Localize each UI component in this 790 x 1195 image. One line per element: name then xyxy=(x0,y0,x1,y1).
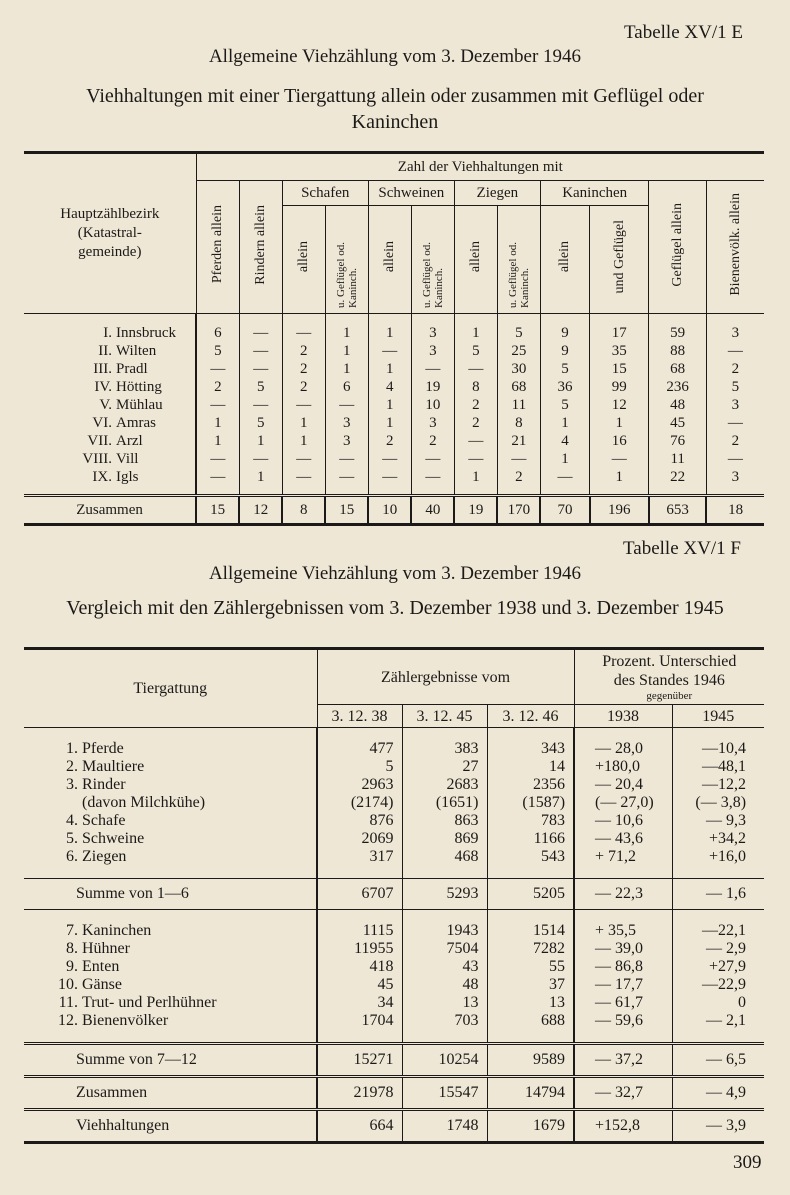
stub-header: Tiergattung xyxy=(24,649,317,728)
table-row xyxy=(24,1077,764,1110)
table-cell: 8 xyxy=(497,414,540,432)
table-cell: — 61,7 xyxy=(574,994,672,1012)
table-cell: — xyxy=(706,450,764,468)
total-cell: 12 xyxy=(239,496,282,525)
subgroup-header: Ziegen xyxy=(454,181,540,206)
total-cell: 15 xyxy=(196,496,239,525)
table-cell: 1679 xyxy=(487,1110,574,1143)
table-row xyxy=(24,432,764,450)
table-row xyxy=(24,758,764,776)
table-row xyxy=(24,1110,764,1143)
table-cell: 99 xyxy=(590,378,649,396)
table-cell: 34 xyxy=(317,994,402,1012)
table-cell: +152,8 xyxy=(574,1110,672,1143)
table-cell: — xyxy=(239,314,282,343)
table-cell: 88 xyxy=(649,342,706,360)
table-cell: — 22,3 xyxy=(574,879,672,910)
table-cell: 383 xyxy=(402,740,487,758)
table-cell: 418 xyxy=(317,958,402,976)
table-cell: 1 xyxy=(368,396,411,414)
table-cell: — 37,2 xyxy=(574,1044,672,1077)
table-cell: 3 xyxy=(706,314,764,343)
table-cell: 68 xyxy=(497,378,540,396)
table-cell: 543 xyxy=(487,848,574,866)
table-cell: 16 xyxy=(590,432,649,450)
table-cell: 13 xyxy=(487,994,574,1012)
table-cell: — 86,8 xyxy=(574,958,672,976)
table-row xyxy=(24,922,764,940)
animal-type: 1. Pferde xyxy=(66,740,124,757)
animal-type: 8. Hühner xyxy=(66,940,130,957)
spacer-row xyxy=(24,866,764,879)
column-header: 1938 xyxy=(574,705,672,728)
column-header: 3. 12. 38 xyxy=(317,705,402,728)
total-cell: 15 xyxy=(325,496,368,525)
table-cell: 45 xyxy=(317,976,402,994)
table-cell: 6 xyxy=(325,378,368,396)
table-cell: 15271 xyxy=(317,1044,402,1077)
table-cell: 11 xyxy=(649,450,706,468)
table-cell: 10254 xyxy=(402,1044,487,1077)
table-cell: 1704 xyxy=(317,1012,402,1030)
table-cell: 15547 xyxy=(402,1077,487,1110)
table-cell: — xyxy=(454,450,497,468)
table-cell: — xyxy=(239,360,282,378)
animal-type: (davon Milchkühe) xyxy=(82,794,206,811)
table-cell: 1 xyxy=(368,360,411,378)
animal-type: Summe von 7—12 xyxy=(24,1044,317,1077)
table-cell: 1 xyxy=(454,314,497,343)
column-header: 1945 xyxy=(672,705,764,728)
table-row xyxy=(24,994,764,1012)
table-cell: 1 xyxy=(590,414,649,432)
table-cell: — xyxy=(282,450,325,468)
table-cell: — xyxy=(454,360,497,378)
table-cell: 5 xyxy=(317,758,402,776)
table-cell: 1748 xyxy=(402,1110,487,1143)
table-title: Allgemeine Viehzählung vom 3. Dezember 1946 xyxy=(208,46,582,67)
animal-type: Zusammen xyxy=(24,1077,317,1110)
spacer-row xyxy=(24,1030,764,1044)
table-cell: +34,2 xyxy=(672,830,764,848)
total-cell: 170 xyxy=(497,496,540,525)
table-cell: 25 xyxy=(497,342,540,360)
table-cell: 7282 xyxy=(487,940,574,958)
table-cell: 3 xyxy=(411,414,454,432)
column-header: Geflügel allein xyxy=(649,181,706,314)
table-cell: 11955 xyxy=(317,940,402,958)
column-header: u. Geflügel od. Kaninch. xyxy=(325,206,368,314)
table-cell: 9589 xyxy=(487,1044,574,1077)
table-cell: 1 xyxy=(590,468,649,496)
table-row xyxy=(24,976,764,994)
table-cell: —12,2 xyxy=(672,776,764,794)
column-header: Pferden allein xyxy=(196,181,239,314)
district-name: I. Innsbruck xyxy=(103,325,176,341)
table-cell: 1 xyxy=(239,432,282,450)
column-header: u. Geflügel od. Kaninch. xyxy=(411,206,454,314)
comparison-table xyxy=(24,647,764,1144)
table-row xyxy=(24,1044,764,1077)
table-cell: —22,1 xyxy=(672,922,764,940)
animal-type: 10. Gänse xyxy=(58,976,122,993)
district-name: V. Mühlau xyxy=(99,397,163,413)
page-number: 309 xyxy=(733,1152,762,1173)
table-cell: 2356 xyxy=(487,776,574,794)
table-row xyxy=(24,450,764,468)
table-cell: 869 xyxy=(402,830,487,848)
table-subtitle: Viehhaltungen mit einer Tiergattung allein oder zusammen mit Geflügel oder xyxy=(86,85,704,107)
table-cell: — xyxy=(196,450,239,468)
table-cell: — xyxy=(454,432,497,450)
table-number: Tabelle XV/1 E xyxy=(624,22,743,43)
district-name: VI. Amras xyxy=(92,415,156,431)
subgroup-header: Schweinen xyxy=(368,181,454,206)
table-cell: — xyxy=(196,468,239,496)
table-cell: 2963 xyxy=(317,776,402,794)
table-cell: 2683 xyxy=(402,776,487,794)
table-cell: 5 xyxy=(540,396,589,414)
table-cell: 3 xyxy=(411,314,454,343)
table-cell: — xyxy=(368,450,411,468)
total-cell: 40 xyxy=(411,496,454,525)
table-cell: 236 xyxy=(649,378,706,396)
table-cell: (1587) xyxy=(487,794,574,812)
table-cell: 2 xyxy=(196,378,239,396)
table-cell: 5 xyxy=(540,360,589,378)
table-cell: 2 xyxy=(454,414,497,432)
table-cell: 36 xyxy=(540,378,589,396)
table-cell: 4 xyxy=(540,432,589,450)
table-cell: 1 xyxy=(325,314,368,343)
group-header: Zählergebnisse vom xyxy=(317,649,574,705)
table-cell: 9 xyxy=(540,314,589,343)
table-cell: — xyxy=(368,342,411,360)
table-cell: + 35,5 xyxy=(574,922,672,940)
table-row xyxy=(24,958,764,976)
table-cell: 5293 xyxy=(402,879,487,910)
district-name: VII. Arzl xyxy=(87,433,143,449)
table-cell: 1514 xyxy=(487,922,574,940)
animal-type: 12. Bienenvölker xyxy=(58,1012,169,1029)
animal-type: 2. Maultiere xyxy=(66,758,145,775)
table-cell: 2 xyxy=(282,378,325,396)
table-cell: 1 xyxy=(282,414,325,432)
table-cell: 863 xyxy=(402,812,487,830)
table-cell: — xyxy=(411,450,454,468)
table-cell: 10 xyxy=(411,396,454,414)
table-cell: 14794 xyxy=(487,1077,574,1110)
table-cell: +180,0 xyxy=(574,758,672,776)
table-row xyxy=(24,879,764,910)
column-header: 3. 12. 46 xyxy=(487,705,574,728)
table-cell: 2 xyxy=(368,432,411,450)
column-header: Rindern allein xyxy=(239,181,282,314)
table-row xyxy=(24,794,764,812)
table-cell: 2069 xyxy=(317,830,402,848)
table-row xyxy=(24,378,764,396)
table-cell: — xyxy=(411,360,454,378)
table-cell: 1 xyxy=(368,314,411,343)
table-cell: (2174) xyxy=(317,794,402,812)
total-cell: 18 xyxy=(706,496,764,525)
table-cell: — 10,6 xyxy=(574,812,672,830)
table-cell: 30 xyxy=(497,360,540,378)
animal-type: 4. Schafe xyxy=(66,812,126,829)
table-cell: 43 xyxy=(402,958,487,976)
table-cell: —48,1 xyxy=(672,758,764,776)
table-cell: 6707 xyxy=(317,879,402,910)
table-cell: 1 xyxy=(325,360,368,378)
table-cell: 1115 xyxy=(317,922,402,940)
table-row xyxy=(24,1012,764,1030)
table-cell: — 4,9 xyxy=(672,1077,764,1110)
table-cell: 2 xyxy=(282,360,325,378)
table-cell: 2 xyxy=(282,342,325,360)
table-cell: 48 xyxy=(402,976,487,994)
table-cell: 17 xyxy=(590,314,649,343)
table-cell: 688 xyxy=(487,1012,574,1030)
total-cell: 70 xyxy=(540,496,589,525)
table-row xyxy=(24,314,764,343)
table-cell: — 28,0 xyxy=(574,740,672,758)
animal-type: 9. Enten xyxy=(66,958,120,975)
table-cell: — xyxy=(706,414,764,432)
table-cell: — xyxy=(590,450,649,468)
table-cell: — 9,3 xyxy=(672,812,764,830)
table-cell: 5 xyxy=(454,342,497,360)
table-row xyxy=(24,830,764,848)
table-cell: 45 xyxy=(649,414,706,432)
table-cell: — xyxy=(540,468,589,496)
total-cell: 196 xyxy=(590,496,649,525)
table-cell: — 2,9 xyxy=(672,940,764,958)
table-cell: — xyxy=(325,468,368,496)
table-cell: 703 xyxy=(402,1012,487,1030)
table-cell: 3 xyxy=(706,396,764,414)
table-cell: 8 xyxy=(454,378,497,396)
column-header: Bienenvölk. allein xyxy=(706,181,764,314)
table-cell: 3 xyxy=(411,342,454,360)
table-row xyxy=(24,848,764,866)
table-row xyxy=(24,940,764,958)
table-subtitle: Vergleich mit den Zählergebnissen vom 3. Dezember 1938 und 3. Dezember 1945 xyxy=(66,597,724,619)
table-cell: + 71,2 xyxy=(574,848,672,866)
district-name: III. Pradl xyxy=(93,361,148,377)
table-cell: — 32,7 xyxy=(574,1077,672,1110)
group-header: Zahl der Viehhaltungen mit xyxy=(196,153,764,181)
table-cell: 19 xyxy=(411,378,454,396)
table-row xyxy=(24,396,764,414)
animal-type: 6. Ziegen xyxy=(66,848,127,865)
table-cell: 1166 xyxy=(487,830,574,848)
table-row xyxy=(24,468,764,496)
table-row xyxy=(24,776,764,794)
total-cell: 653 xyxy=(649,496,706,525)
table-cell: —22,9 xyxy=(672,976,764,994)
table-cell: 3 xyxy=(325,432,368,450)
table-cell: 68 xyxy=(649,360,706,378)
table-cell: — xyxy=(282,396,325,414)
table-cell: — 1,6 xyxy=(672,879,764,910)
animal-type: 11. Trut- und Perlhühner xyxy=(58,994,217,1011)
district-name: II. Wilten xyxy=(98,343,157,359)
subgroup-header: Kaninchen xyxy=(540,181,649,206)
table-row xyxy=(24,342,764,360)
table-cell: — xyxy=(368,468,411,496)
table-cell: 15 xyxy=(590,360,649,378)
table-cell: 76 xyxy=(649,432,706,450)
table-cell: 1 xyxy=(540,450,589,468)
table-row xyxy=(24,414,764,432)
table-cell: 477 xyxy=(317,740,402,758)
subgroup-header: Schafen xyxy=(282,181,368,206)
table-cell: 55 xyxy=(487,958,574,976)
table-cell: 2 xyxy=(411,432,454,450)
table-title: Allgemeine Viehzählung vom 3. Dezember 1946 xyxy=(208,563,582,584)
table-number: Tabelle XV/1 F xyxy=(623,538,741,559)
table-cell: 37 xyxy=(487,976,574,994)
table-cell: — xyxy=(706,342,764,360)
table-cell: — 3,9 xyxy=(672,1110,764,1143)
animal-type: Summe von 1—6 xyxy=(24,879,317,910)
table-cell: 1 xyxy=(454,468,497,496)
table-cell: 7504 xyxy=(402,940,487,958)
table-cell: — 17,7 xyxy=(574,976,672,994)
table-cell: — xyxy=(325,396,368,414)
table-cell: 3 xyxy=(325,414,368,432)
table-cell: 22 xyxy=(649,468,706,496)
table-cell: 2 xyxy=(497,468,540,496)
table-cell: (— 27,0) xyxy=(574,794,672,812)
table-cell: — xyxy=(196,360,239,378)
table-cell: 5 xyxy=(706,378,764,396)
table-subtitle-continued: Kaninchen xyxy=(351,111,439,133)
table-cell: — 6,5 xyxy=(672,1044,764,1077)
table-cell: — xyxy=(411,468,454,496)
table-cell: 1 xyxy=(325,342,368,360)
table-cell: — xyxy=(497,450,540,468)
table-cell: 5 xyxy=(196,342,239,360)
column-header: u. Geflügel od. Kaninch. xyxy=(497,206,540,314)
table-cell: +16,0 xyxy=(672,848,764,866)
table-cell: +27,9 xyxy=(672,958,764,976)
table-cell: 2 xyxy=(706,360,764,378)
column-header: allein xyxy=(540,206,589,314)
table-cell: 13 xyxy=(402,994,487,1012)
table-cell: — xyxy=(239,450,282,468)
table-cell: 1 xyxy=(239,468,282,496)
animal-type: 3. Rinder xyxy=(66,776,126,793)
table-cell: 1943 xyxy=(402,922,487,940)
table-cell: 5205 xyxy=(487,879,574,910)
table-cell: 35 xyxy=(590,342,649,360)
total-cell: 19 xyxy=(454,496,497,525)
table-cell: —10,4 xyxy=(672,740,764,758)
total-cell: 8 xyxy=(282,496,325,525)
table-cell: 1 xyxy=(196,432,239,450)
table-cell: 6 xyxy=(196,314,239,343)
table-cell: 5 xyxy=(239,414,282,432)
column-header: allein xyxy=(282,206,325,314)
table-cell: 4 xyxy=(368,378,411,396)
table-cell: — 39,0 xyxy=(574,940,672,958)
total-cell: 10 xyxy=(368,496,411,525)
table-cell: 317 xyxy=(317,848,402,866)
table-cell: 343 xyxy=(487,740,574,758)
table-cell: 9 xyxy=(540,342,589,360)
table-cell: 876 xyxy=(317,812,402,830)
table-cell: 59 xyxy=(649,314,706,343)
column-header: allein xyxy=(454,206,497,314)
spacer-row xyxy=(24,728,764,741)
table-cell: 14 xyxy=(487,758,574,776)
table-cell: 27 xyxy=(402,758,487,776)
table-cell: 1 xyxy=(282,432,325,450)
table-cell: 783 xyxy=(487,812,574,830)
table-row xyxy=(24,812,764,830)
column-header: 3. 12. 45 xyxy=(402,705,487,728)
table-cell: 2 xyxy=(454,396,497,414)
district-name: VIII. Vill xyxy=(82,451,139,467)
table-cell: 0 xyxy=(672,994,764,1012)
table-cell: — 43,6 xyxy=(574,830,672,848)
table-cell: — xyxy=(196,396,239,414)
district-name: IX. Igls xyxy=(92,469,139,485)
table-cell: 3 xyxy=(706,468,764,496)
column-header: und Geflügel xyxy=(590,206,649,314)
animal-type: Viehhaltungen xyxy=(24,1110,317,1143)
table-cell: 21 xyxy=(497,432,540,450)
table-cell: 5 xyxy=(239,378,282,396)
table-cell: (1651) xyxy=(402,794,487,812)
table-cell: 664 xyxy=(317,1110,402,1143)
livestock-holdings-table xyxy=(24,151,764,526)
table-cell: 468 xyxy=(402,848,487,866)
table-cell: 48 xyxy=(649,396,706,414)
spacer-row xyxy=(24,910,764,923)
table-cell: 1 xyxy=(196,414,239,432)
table-row xyxy=(24,740,764,758)
animal-type: 5. Schweine xyxy=(66,830,145,847)
table-cell: 21978 xyxy=(317,1077,402,1110)
district-name: IV. Hötting xyxy=(94,379,162,395)
table-cell: 2 xyxy=(706,432,764,450)
stub-header: Hauptzählbezirk (Katastral- gemeinde) xyxy=(24,153,196,314)
table-cell: — xyxy=(325,450,368,468)
table-cell: — xyxy=(239,396,282,414)
table-cell: 11 xyxy=(497,396,540,414)
table-cell: 5 xyxy=(497,314,540,343)
table-cell: — 20,4 xyxy=(574,776,672,794)
table-cell: — xyxy=(282,314,325,343)
table-cell: — xyxy=(239,342,282,360)
table-cell: — 2,1 xyxy=(672,1012,764,1030)
table-row xyxy=(24,360,764,378)
table-cell: 1 xyxy=(368,414,411,432)
column-header: allein xyxy=(368,206,411,314)
table-cell: 12 xyxy=(590,396,649,414)
total-label: Zusammen xyxy=(24,496,196,525)
table-cell: (— 3,8) xyxy=(672,794,764,812)
table-cell: — xyxy=(282,468,325,496)
table-cell: 1 xyxy=(540,414,589,432)
table-cell: — 59,6 xyxy=(574,1012,672,1030)
group-header: Prozent. Unterschied des Standes 1946 gegenüber xyxy=(574,649,764,705)
animal-type: 7. Kaninchen xyxy=(66,922,152,939)
